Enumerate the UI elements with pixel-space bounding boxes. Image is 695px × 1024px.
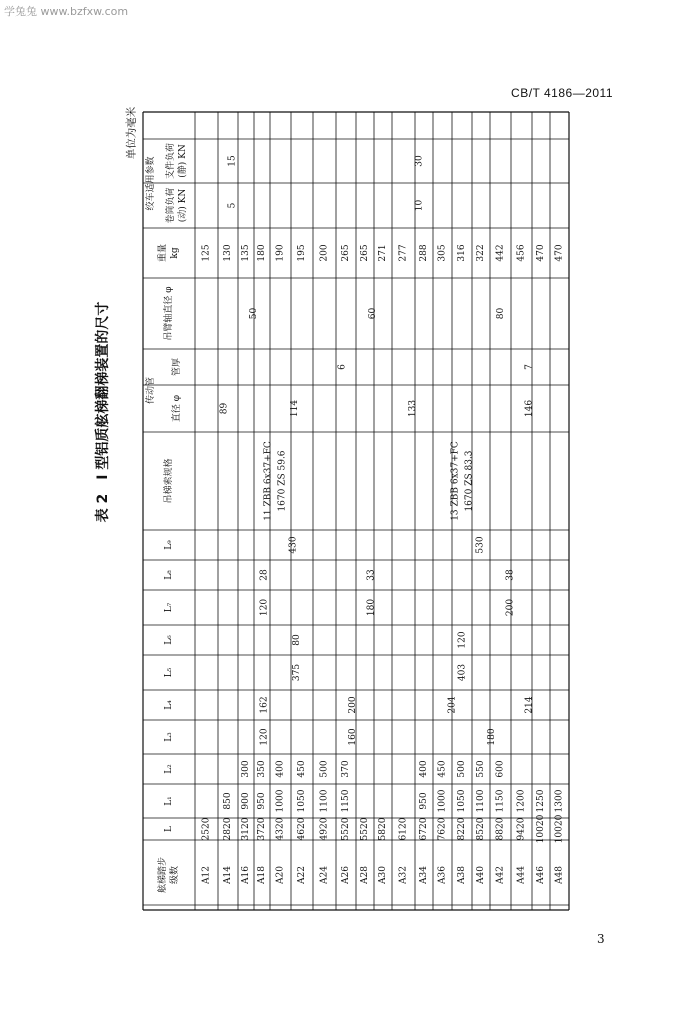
cell-L2: 500: [457, 760, 467, 778]
cell-L2: 400: [275, 760, 286, 778]
cell-L8: 28: [259, 569, 270, 581]
cell-winch-dyn: 10: [414, 199, 425, 212]
cell-L4: 162: [259, 696, 270, 714]
cell-winch-dyn: 5: [227, 202, 238, 209]
cell-shaft: 60: [368, 307, 378, 320]
header-shaft: 吊臂轴直径 φ: [164, 286, 174, 341]
header-L2: L₂: [164, 764, 174, 774]
cell-tube-od: 114: [290, 399, 300, 418]
header-winch-static-line2: (静) KN: [178, 144, 188, 178]
cell-L: 10020: [536, 814, 546, 844]
step-id: A16: [241, 866, 251, 884]
cell-L3: 180: [487, 728, 497, 746]
step-id: A14: [223, 866, 233, 884]
header-rope: 吊梯索规格: [164, 458, 174, 504]
cell-weight: 190: [275, 244, 286, 262]
cell-winch-static: 15: [227, 155, 238, 167]
step-id: A28: [360, 866, 370, 884]
cell-L5: 375: [292, 663, 302, 682]
standard-number: CB/T 4186—2011: [511, 86, 613, 100]
header-tube-wall: 管厚: [172, 357, 182, 377]
cell-L3: 120: [259, 728, 270, 746]
cell-weight: 135: [241, 244, 251, 262]
header-steps-line1: 舷梯踏步: [158, 856, 168, 894]
header-L: L: [164, 826, 174, 832]
step-id: A18: [257, 866, 267, 884]
page-number: 3: [597, 932, 605, 946]
header-L8: L₈: [164, 570, 174, 580]
step-id: A40: [476, 866, 486, 884]
header-weight-line2: kg: [170, 247, 180, 259]
header-L9: L₉: [164, 540, 174, 550]
cell-L2: 550: [476, 760, 486, 778]
cell-L: 9420: [516, 817, 527, 841]
cell-L: 3720: [257, 817, 267, 841]
cell-L1: 1050: [457, 789, 467, 813]
cell-L6: 120: [457, 631, 468, 649]
cell-L2: 400: [419, 760, 429, 778]
cell-weight: 130: [223, 244, 233, 262]
cell-L: 6120: [398, 817, 409, 841]
cell-L: 5520: [360, 817, 370, 841]
cell-L2: 370: [341, 760, 351, 778]
cell-L8: 38: [505, 569, 516, 581]
step-id: A34: [419, 866, 429, 884]
cell-winch-static: 30: [414, 155, 425, 167]
cell-L4: 200: [348, 696, 358, 714]
unit-note: 单位为毫米: [125, 106, 138, 160]
cell-L: 2820: [223, 817, 233, 841]
cell-L2: 500: [319, 760, 330, 778]
cell-rope-line1: 11 ZBB 6x37+FC: [263, 441, 274, 521]
cell-L2: 600: [495, 760, 506, 778]
step-id: A22: [297, 866, 307, 884]
cell-rope-line2: 1670 ZS 83.3: [464, 450, 475, 512]
cell-L1: 1050: [297, 789, 307, 813]
header-L1: L₁: [164, 796, 174, 806]
cell-L: 4920: [319, 817, 330, 841]
cell-L2: 300: [241, 760, 251, 778]
step-id: A24: [319, 866, 330, 884]
cell-L: 10020: [554, 814, 565, 844]
cell-L: 3120: [241, 817, 251, 841]
step-id: A46: [536, 866, 546, 884]
step-id: A12: [201, 866, 212, 884]
cell-weight: 470: [536, 244, 546, 262]
cell-L2: 450: [297, 760, 307, 778]
cell-L: 5520: [341, 817, 351, 841]
step-id: A48: [554, 866, 565, 884]
cell-weight: 277: [398, 244, 409, 262]
cell-rope-line1: 13 ZBB 6x37+FC: [450, 441, 461, 521]
cell-tube-wall: 6: [337, 364, 348, 370]
header-winch-static-line1: 支件负荷: [166, 142, 176, 180]
step-id: A30: [378, 866, 388, 884]
cell-L7: 200: [505, 598, 516, 617]
header-L5: L₅: [164, 667, 174, 678]
header-weight-line1: 重量: [158, 243, 168, 263]
cell-L: 8820: [495, 817, 506, 841]
cell-L: 2520: [201, 817, 212, 841]
step-id: A44: [516, 866, 527, 884]
cell-L: 4320: [275, 817, 286, 841]
cell-L1: 1100: [319, 789, 330, 813]
cell-L2: 350: [257, 760, 267, 778]
cell-L9: 530: [475, 536, 486, 554]
header-L4: L₄: [164, 700, 174, 710]
cell-weight: 316: [457, 244, 467, 262]
cell-L2: 450: [437, 760, 448, 778]
cell-L1: 1200: [516, 789, 527, 813]
cell-weight: 195: [297, 244, 307, 262]
cell-weight: 470: [554, 244, 565, 262]
cell-tube-od: 133: [408, 399, 418, 418]
cell-weight: 288: [419, 244, 429, 262]
header-L7: L₇: [164, 602, 174, 613]
step-id: A20: [275, 866, 286, 884]
step-id: A36: [437, 866, 448, 884]
cell-L: 5820: [378, 817, 388, 841]
cell-L1: 900: [241, 792, 251, 810]
cell-tube-wall: 7: [524, 364, 535, 370]
cell-weight: 180: [257, 244, 267, 262]
cell-weight: 271: [378, 244, 388, 262]
cell-L1: 1000: [275, 789, 286, 813]
cell-L1: 950: [257, 792, 267, 810]
table-title: 表 2 I 型铝质舷梯翻梯装置的尺寸: [95, 301, 111, 523]
cell-L: 6720: [419, 817, 429, 841]
cell-L8: 33: [366, 569, 377, 581]
cell-L: 7620: [437, 817, 448, 841]
cell-weight: 265: [360, 244, 370, 262]
cell-L: 4620: [297, 817, 307, 841]
cell-weight: 305: [437, 244, 448, 262]
header-winch-dyn-line2: (动) KN: [178, 188, 188, 223]
cell-L: 8520: [476, 817, 486, 841]
header-steps-line2: 级数: [170, 865, 180, 885]
watermark: 学兔兔 www.bzfxw.com: [4, 5, 129, 18]
header-winch-group: 绞车适用参数: [146, 156, 156, 211]
cell-weight: 200: [319, 244, 330, 262]
cell-L4: 204: [447, 696, 458, 714]
cell-L4: 214: [524, 696, 535, 714]
cell-weight: 125: [201, 244, 212, 262]
cell-L1: 1100: [476, 789, 486, 813]
cell-L1: 950: [419, 792, 429, 810]
cell-L1: 850: [223, 792, 233, 810]
cell-L5: 403: [457, 663, 468, 682]
cell-L1: 1250: [536, 789, 546, 813]
cell-shaft: 80: [496, 307, 506, 320]
cell-weight: 442: [495, 244, 506, 262]
cell-L3: 160: [348, 728, 358, 746]
step-id: A32: [398, 866, 409, 884]
cell-L1: 1150: [341, 789, 351, 813]
header-winch-dyn-line1: 卷筒负荷: [166, 187, 176, 224]
step-id: A38: [457, 866, 467, 884]
header-tube-od: 直径 φ: [172, 394, 182, 423]
cell-L6: 80: [292, 634, 302, 646]
step-id: A26: [341, 866, 351, 884]
cell-L: 8220: [457, 817, 467, 841]
header-tube-group: 传动管: [146, 376, 156, 405]
header-L3: L₃: [164, 732, 174, 742]
cell-L9: 430: [288, 536, 299, 554]
cell-L1: 1300: [554, 789, 565, 813]
cell-rope-line2: 1670 ZS 59.6: [277, 450, 288, 512]
cell-weight: 265: [341, 244, 351, 262]
cell-L1: 1150: [495, 789, 506, 813]
cell-weight: 322: [476, 244, 486, 262]
cell-tube-od: 146: [524, 399, 535, 418]
cell-tube-od: 89: [219, 402, 230, 415]
cell-L7: 180: [366, 598, 377, 617]
cell-weight: 456: [516, 244, 527, 262]
step-id: A42: [495, 866, 506, 884]
cell-L7: 120: [259, 598, 270, 617]
cell-L1: 1000: [437, 789, 448, 813]
cell-shaft: 50: [249, 307, 259, 320]
header-L6: L₆: [164, 635, 174, 645]
